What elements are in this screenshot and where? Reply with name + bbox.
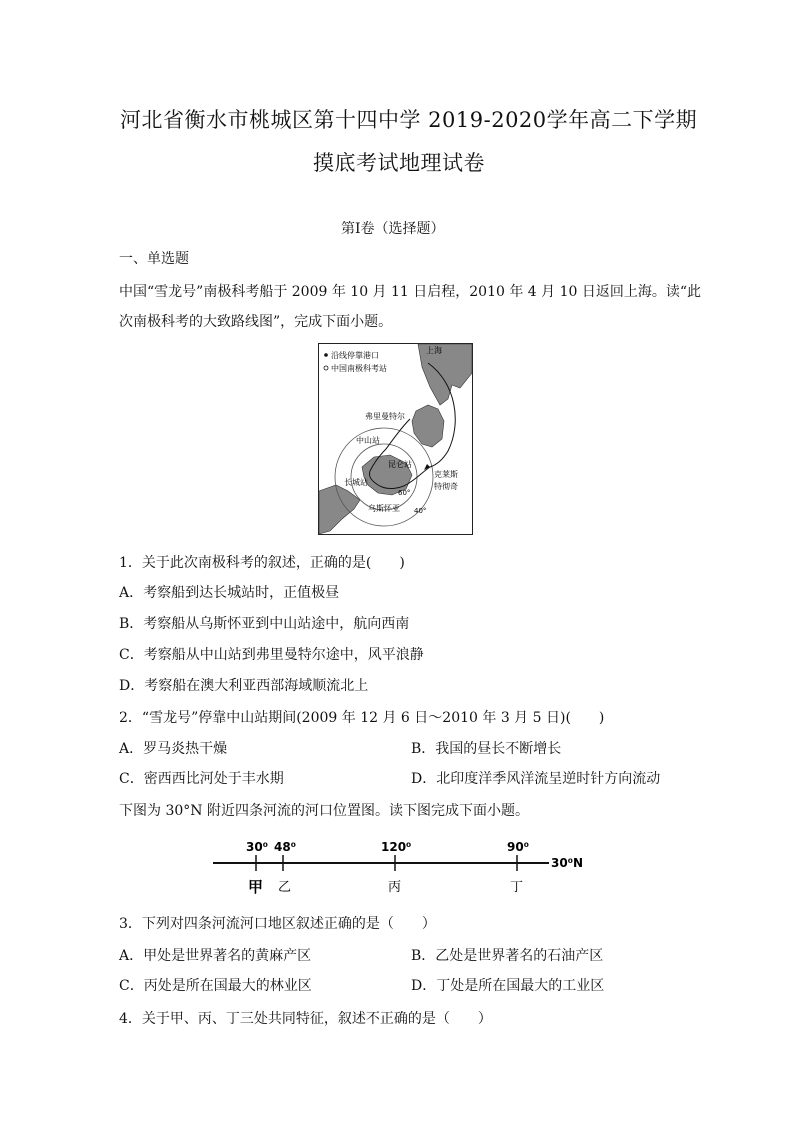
intro-line-2: 次南极科考的大致路线图”，完成下面小题。 [119,314,393,330]
intro-line-1: 中国“雪龙号”南极科考船于 2009 年 10 月 11 日启程，2010 年 4 月 10 日返回上海。读“此 [119,284,702,300]
q3-stem: 3．下列对四条河流河口地区叙述正确的是（ ） [119,916,436,932]
q1-option-b[interactable]: B．考察船从乌斯怀亚到中山站途中，航向西南 [119,616,410,632]
lon-yi: 48⁰ [274,840,296,854]
part-label: 一、单选题 [119,251,189,267]
port-dot-icon [324,353,328,357]
q2-option-d[interactable]: D．北印度洋季风洋流呈逆时针方向流动 [411,771,661,787]
legend-station: 中国南极科考站 [331,364,387,373]
site-yi: 乙 [278,880,292,895]
station-circle-icon [324,366,328,370]
label-great-wall: 长城站 [344,478,368,487]
label-lat-40: 40° [414,507,427,515]
section-label: 第I卷（选择题） [341,221,445,237]
label-shanghai: 上海 [426,346,442,355]
q1-option-d[interactable]: D．考察船在澳大利亚西部海域顺流北上 [119,678,369,694]
label-kunlun: 昆仑站 [388,460,412,469]
q3-option-b[interactable]: B．乙处是世界著名的石油产区 [411,948,604,964]
q3-option-a[interactable]: A．甲处是世界著名的黄麻产区 [119,948,312,964]
label-zhongshan: 中山站 [356,436,380,445]
q1-stem: 1．关于此次南极科考的叙述，正确的是( ) [119,555,405,571]
antarctic-route-map [318,343,473,535]
q3-option-c[interactable]: C．丙处是所在国最大的林业区 [119,978,312,994]
site-bing: 丙 [388,880,402,895]
title-line-1: 河北省衡水市桃城区第十四中学 2019-2020学年高二下学期 [120,108,698,132]
q3-option-d[interactable]: D．丁处是所在国最大的工业区 [411,978,605,994]
river-mouth-diagram [205,834,585,898]
label-lat-60: 60° [398,489,411,497]
q4-stem: 4．关于甲、丙、丁三处共同特征，叙述不正确的是（ ） [119,1011,492,1027]
label-fremantle: 弗里曼特尔 [365,412,405,421]
q2-option-c[interactable]: C．密西西比河处于丰水期 [119,771,284,787]
q1-option-c[interactable]: C．考察船从中山站到弗里曼特尔途中，风平浪静 [119,647,424,663]
river-intro: 下图为 30°N 附近四条河流的河口位置图。读下图完成下面小题。 [119,803,529,819]
label-christchurch-1: 克莱斯 [434,470,458,479]
q2-stem: 2．“雪龙号”停靠中山站期间(2009 年 12 月 6 日～2010 年 3 月 5 日)( ) [119,710,605,726]
lon-ding: 90⁰ [507,840,529,854]
lon-jia: 30⁰ [246,840,268,854]
q2-option-a[interactable]: A．罗马炎热干燥 [119,741,228,757]
title-line-2: 摸底考试地理试卷 [313,151,485,175]
site-jia: 甲 [248,878,264,896]
lat-label: 30⁰N [551,856,583,870]
lon-bing: 120⁰ [381,840,412,854]
label-christchurch-2: 特彻奇 [434,482,458,491]
legend-port: 沿线停靠港口 [331,351,379,360]
q2-option-b[interactable]: B．我国的昼长不断增长 [411,741,562,757]
site-ding: 丁 [510,880,524,895]
q1-option-a[interactable]: A．考察船到达长城站时，正值极昼 [119,585,340,601]
label-ushuaia: 乌斯怀亚 [368,504,400,513]
